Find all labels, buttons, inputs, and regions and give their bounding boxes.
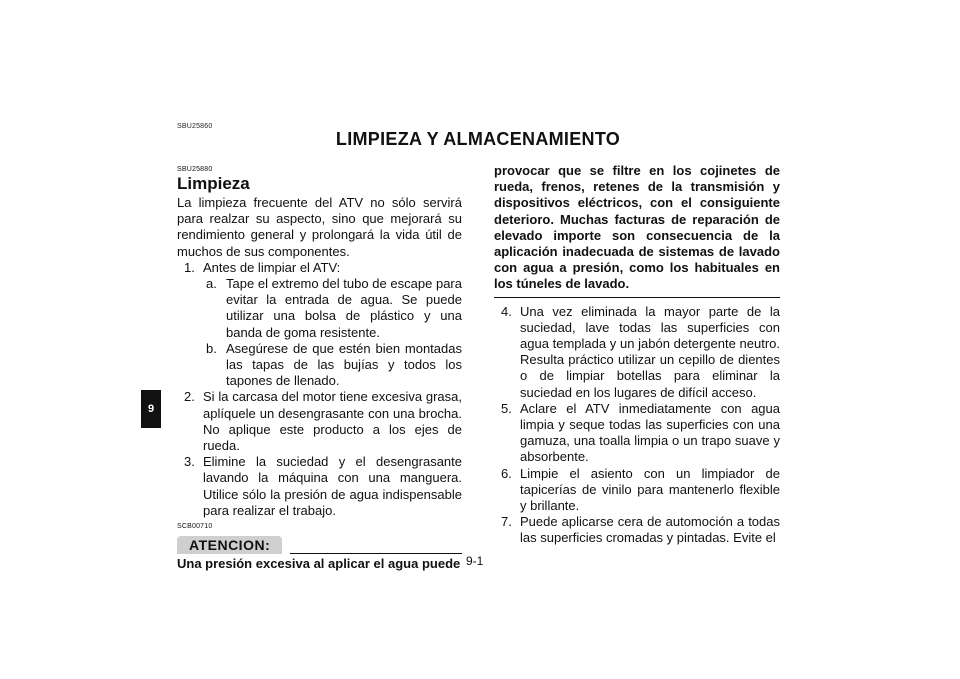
caution-end-rule <box>494 297 780 298</box>
list-item-text: Limpie el asiento con un limpiador de tapicerías de vinilo para mantenerlo flexible y brillante. <box>520 465 780 514</box>
list-item <box>177 454 462 519</box>
list-item-text: Tape el extremo del tubo de escape para evitar la entrada de agua. Se puede utilizar una bolsa de plástico y una banda de goma resistente. <box>226 276 462 340</box>
right-column <box>494 163 780 547</box>
list-item-text: Asegúrese de que estén bien montadas las tapas de las bujías y todos los tapones de llenado. <box>226 340 462 389</box>
list-item <box>177 341 462 390</box>
left-column <box>177 166 462 572</box>
list-item <box>494 304 780 401</box>
list-item <box>494 466 780 515</box>
list-item <box>177 276 462 341</box>
chapter-title: LIMPIEZA Y ALMACENAMIENTO <box>335 129 621 149</box>
list-item-text: Elimine la suciedad y el desengrasante lavando la máquina con una manguera. Utilice sólo la presión de agua indispensable para realizar el trabajo. <box>203 454 462 518</box>
caution-divider <box>290 553 462 554</box>
list-item-number: 4. <box>501 303 512 319</box>
subsection-code: SBU25880 <box>177 166 213 173</box>
subsection-title: Limpieza <box>177 174 250 193</box>
chapter-tab: 9 <box>141 390 161 428</box>
page-number: 9-1 <box>466 554 484 568</box>
list-item-text: Si la carcasa del motor tiene excesiva grasa, aplíquele un desengrasante con una brocha. No aplique este producto a los ejes de rueda. <box>203 389 462 454</box>
list-item-text: Una vez eliminada la mayor parte de la suciedad, lave todas las superficies con agua templada y un jabón detergente neutro. Resulta práctico utilizar un cepillo de dientes o de limpiar botellas para eliminar la suciedad en los lugares de difícil acceso. <box>520 303 780 400</box>
list-item-number: 1. <box>184 259 195 275</box>
list-item-text: Aclare el ATV inmediatamente con agua limpia y seque todas las superficies con una gamuza, una toalla limpia o un trapo suave y absorbente. <box>520 400 780 465</box>
list-item-number: b. <box>206 340 217 356</box>
list-item-number: 2. <box>184 389 195 405</box>
caution-text: Una presión excesiva al aplicar el agua puede <box>177 556 461 572</box>
intro-paragraph: La limpieza frecuente del ATV no sólo servirá para realzar su aspecto, sino que mejorará su rendimiento general y prolongará la vida útil de muchos de sus componentes. <box>177 195 462 259</box>
list-item <box>177 389 462 454</box>
caution-code: SCB00710 <box>177 523 213 531</box>
list-item-number: a. <box>206 276 217 292</box>
list-item-text: Puede aplicarse cera de automoción a todas las superficies cromadas y pintadas. Evite el <box>520 514 780 546</box>
list-item-text: Antes de limpiar el ATV: <box>203 259 341 275</box>
list-item-number: 3. <box>184 454 195 470</box>
list-item-number: 6. <box>501 465 512 481</box>
caution-label: ATENCION: <box>177 536 282 554</box>
list-item <box>494 401 780 466</box>
list-item <box>494 514 780 546</box>
caution-text-continued: provocar que se filtre en los cojinetes de rueda, frenos, retenes de la transmisión y dispositivos eléctricos, con el consiguiente deterioro. Muchas facturas de reparación de elevado importe son consecuencia de la aplicación inadecuada de sistemas de lavado con agua a presión, como los habituales en los túneles de lavado. <box>494 163 780 292</box>
caution-header <box>177 535 462 554</box>
section-code: SBU25860 <box>177 123 213 130</box>
list-item-number: 5. <box>501 400 512 416</box>
list-item-number: 7. <box>501 514 512 530</box>
list-item <box>177 260 462 276</box>
